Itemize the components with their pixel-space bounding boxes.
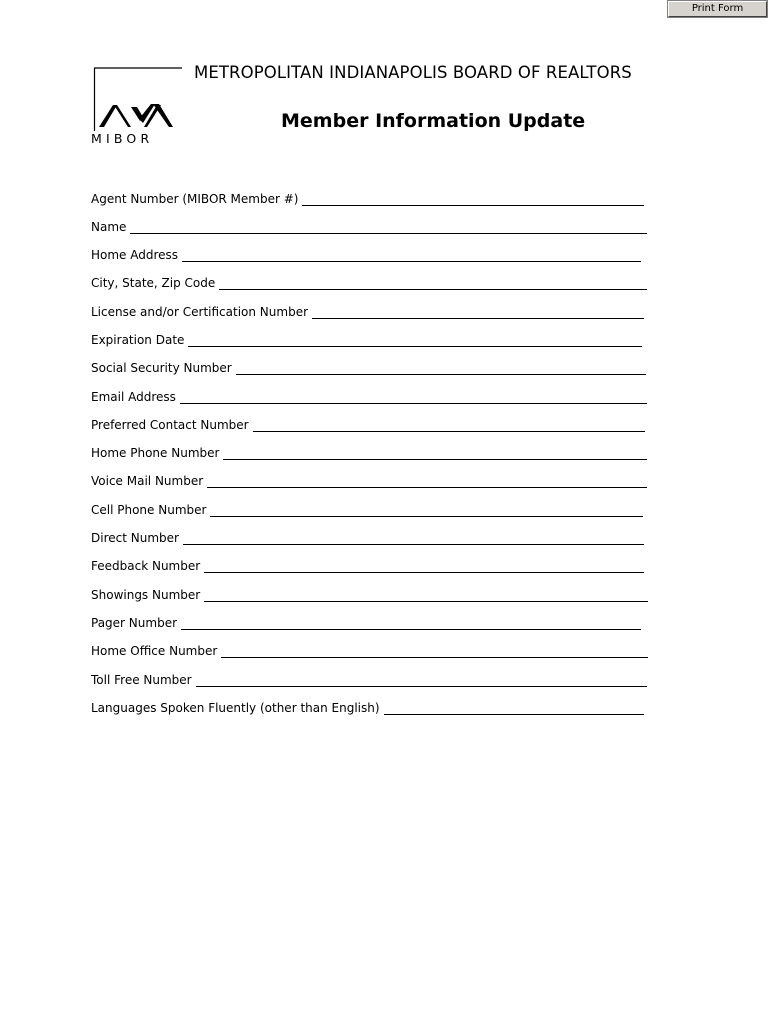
field-license-number bbox=[91, 302, 644, 320]
home-address-input[interactable] bbox=[182, 247, 641, 262]
field-social-security-number bbox=[91, 358, 646, 376]
field-direct-number bbox=[91, 528, 644, 546]
field-feedback-number bbox=[91, 556, 644, 574]
field-label: Pager Number bbox=[91, 616, 178, 630]
print-form-button[interactable]: Print Form bbox=[668, 1, 767, 17]
showings-number-input[interactable] bbox=[204, 587, 648, 602]
field-name bbox=[91, 217, 647, 235]
field-home-address bbox=[91, 245, 641, 263]
field-label: Email Address bbox=[91, 390, 176, 404]
field-label: Feedback Number bbox=[91, 559, 201, 573]
mibor-logo-icon bbox=[91, 67, 183, 131]
field-label: License and/or Certification Number bbox=[91, 305, 309, 319]
field-label: Name bbox=[91, 220, 127, 234]
city-state-zip-input[interactable] bbox=[219, 275, 647, 290]
field-label: City, State, Zip Code bbox=[91, 276, 216, 290]
field-languages-spoken bbox=[91, 698, 644, 716]
toll-free-number-input[interactable] bbox=[196, 672, 647, 687]
field-label: Showings Number bbox=[91, 588, 201, 602]
cell-phone-number-input[interactable] bbox=[210, 502, 643, 517]
languages-spoken-input[interactable] bbox=[384, 700, 644, 715]
field-label: Toll Free Number bbox=[91, 673, 192, 687]
field-label: Social Security Number bbox=[91, 361, 232, 375]
pager-number-input[interactable] bbox=[181, 615, 641, 630]
field-expiration-date bbox=[91, 330, 642, 348]
field-home-phone-number bbox=[91, 443, 647, 461]
field-pager-number bbox=[91, 613, 641, 631]
field-toll-free-number bbox=[91, 670, 647, 688]
field-showings-number bbox=[91, 585, 648, 603]
name-input[interactable] bbox=[130, 219, 647, 234]
field-agent-number bbox=[91, 189, 644, 207]
field-label: Voice Mail Number bbox=[91, 474, 204, 488]
expiration-date-input[interactable] bbox=[188, 332, 642, 347]
social-security-number-input[interactable] bbox=[236, 360, 646, 375]
field-label: Home Address bbox=[91, 248, 179, 262]
agent-number-input[interactable] bbox=[302, 191, 644, 206]
field-label: Expiration Date bbox=[91, 333, 185, 347]
field-cell-phone-number bbox=[91, 500, 643, 518]
field-city-state-zip bbox=[91, 273, 647, 291]
direct-number-input[interactable] bbox=[183, 530, 644, 545]
field-label: Agent Number (MIBOR Member #) bbox=[91, 192, 299, 206]
voice-mail-number-input[interactable] bbox=[207, 473, 647, 488]
field-label: Preferred Contact Number bbox=[91, 418, 249, 432]
feedback-number-input[interactable] bbox=[204, 558, 644, 573]
field-label: Direct Number bbox=[91, 531, 179, 545]
field-label: Languages Spoken Fluently (other than English) bbox=[91, 701, 380, 715]
logo-text: MIBOR bbox=[91, 131, 154, 146]
license-number-input[interactable] bbox=[312, 304, 644, 319]
preferred-contact-number-input[interactable] bbox=[253, 417, 645, 432]
field-label: Home Office Number bbox=[91, 644, 218, 658]
field-label: Cell Phone Number bbox=[91, 503, 207, 517]
email-address-input[interactable] bbox=[180, 389, 647, 404]
home-office-number-input[interactable] bbox=[221, 643, 648, 658]
organization-name: METROPOLITAN INDIANAPOLIS BOARD OF REALTORS bbox=[194, 63, 632, 82]
form-title: Member Information Update bbox=[281, 110, 586, 132]
field-preferred-contact-number bbox=[91, 415, 645, 433]
field-email-address bbox=[91, 387, 647, 405]
home-phone-number-input[interactable] bbox=[223, 445, 647, 460]
field-home-office-number bbox=[91, 641, 648, 659]
field-voice-mail-number bbox=[91, 471, 647, 489]
field-label: Home Phone Number bbox=[91, 446, 220, 460]
mibor-logo bbox=[91, 67, 183, 149]
